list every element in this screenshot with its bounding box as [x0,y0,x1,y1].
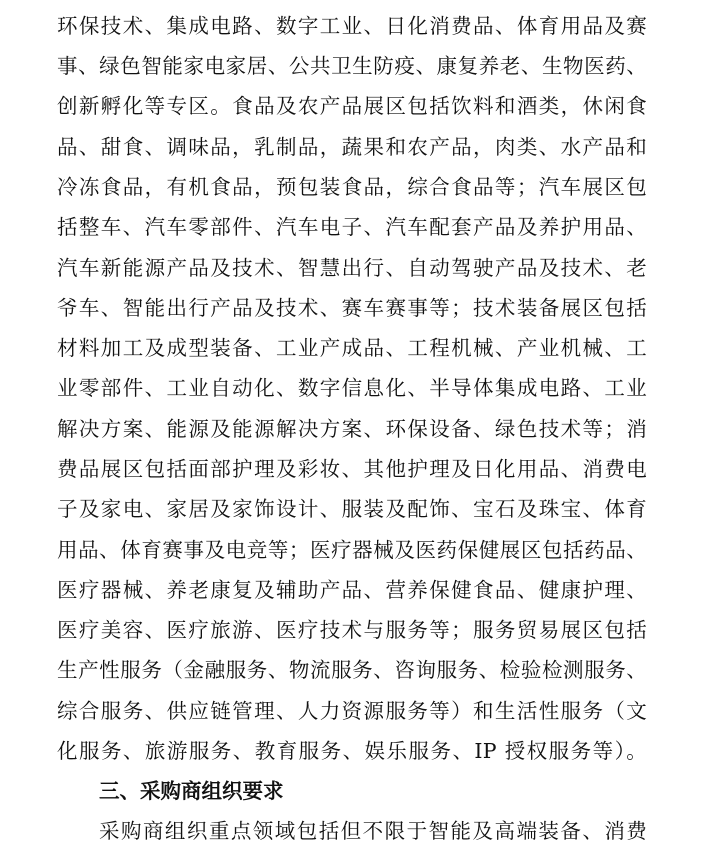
paragraph-line: 医疗美容、医疗旅游、医疗技术与服务等；服务贸易展区包括 [57,618,647,642]
section-heading: 三、采购商组织要求 [99,779,284,803]
paragraph-line: 括整车、汽车零部件、汽车电子、汽车配套产品及养护用品、 [57,215,647,239]
paragraph-line: 采购商组织重点领域包括但不限于智能及高端装备、消费 [99,819,647,843]
paragraph-line: 综合服务、供应链管理、人力资源服务等）和生活性服务（文 [57,699,647,723]
paragraph-line: 生产性服务（金融服务、物流服务、咨询服务、检验检测服务、 [57,658,647,682]
paragraph-line: 解决方案、能源及能源解决方案、环保设备、绿色技术等；消 [57,417,647,441]
paragraph-line: 冷冻食品，有机食品，预包装食品，综合食品等；汽车展区包 [57,175,647,199]
paragraph-line: 费品展区包括面部护理及彩妆、其他护理及日化用品、消费电 [57,457,647,481]
paragraph-line: 创新孵化等专区。食品及农产品展区包括饮料和酒类，休闲食 [57,94,647,118]
paragraph-line: 医疗器械、养老康复及辅助产品、营养保健食品、健康护理、 [57,578,647,602]
paragraph-line: 汽车新能源产品及技术、智慧出行、自动驾驶产品及技术、老 [57,256,647,280]
paragraph-line: 业零部件、工业自动化、数字信息化、半导体集成电路、工业 [57,376,647,400]
paragraph-line: 子及家电、家居及家饰设计、服装及配饰、宝石及珠宝、体育 [57,497,647,521]
paragraph-line: 材料加工及成型装备、工业产成品、工程机械、产业机械、工 [57,336,647,360]
paragraph-line: 事、绿色智能家电家居、公共卫生防疫、康复养老、生物医药、 [57,54,647,78]
paragraph-line: 环保技术、集成电路、数字工业、日化消费品、体育用品及赛 [57,14,647,38]
paragraph-line: 化服务、旅游服务、教育服务、娱乐服务、IP 授权服务等）。 [57,739,647,763]
paragraph-line: 用品、体育赛事及电竞等；医疗器械及医药保健展区包括药品、 [57,538,647,562]
paragraph-line: 爷车、智能出行产品及技术、赛车赛事等；技术装备展区包括 [57,296,647,320]
paragraph-line: 品、甜食、调味品，乳制品，蔬果和农产品，肉类、水产品和 [57,135,647,159]
